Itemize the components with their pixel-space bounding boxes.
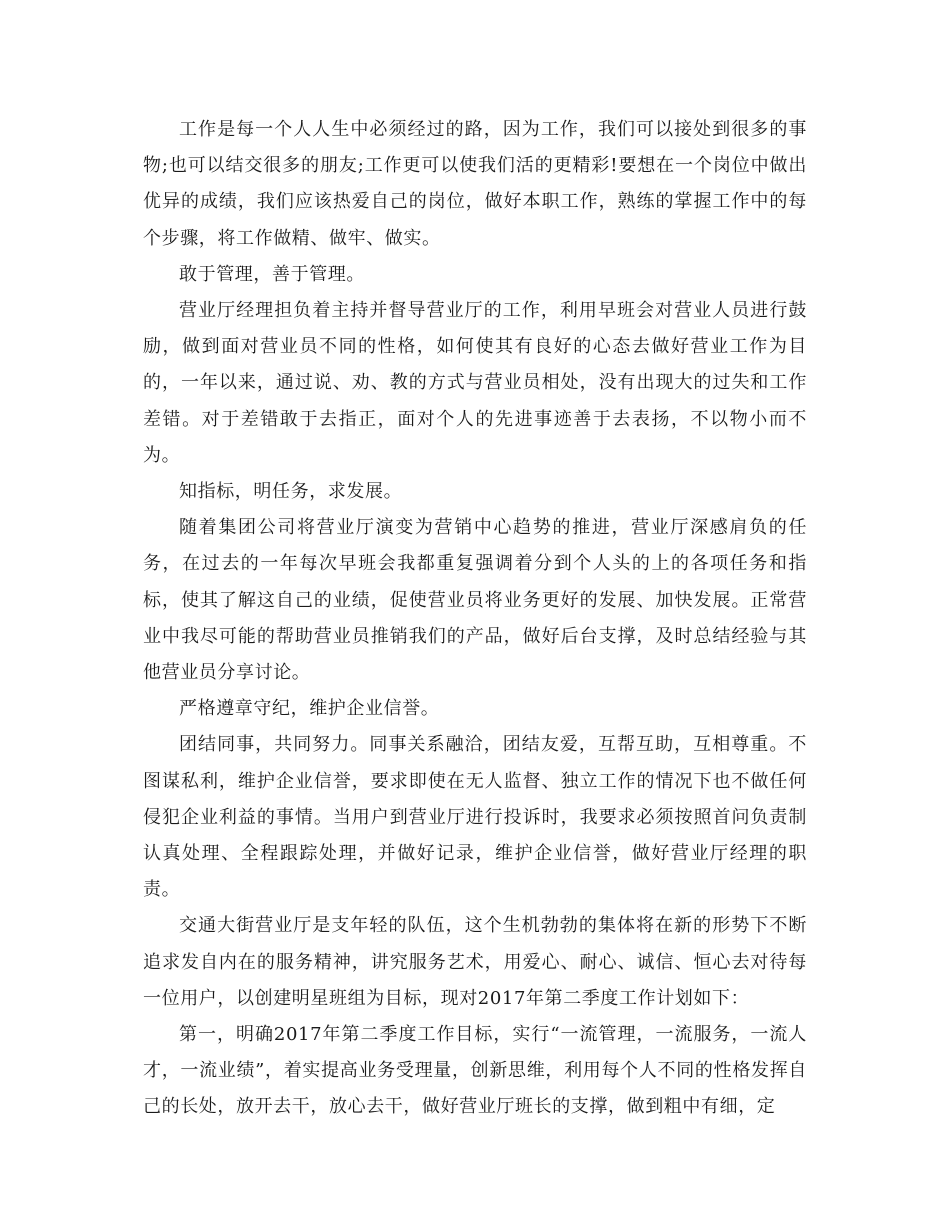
- paragraph-targets: 随着集团公司将营业厅演变为营销中心趋势的推进，营业厅深感肩负的任务，在过去的一年每次早班会我都重复强调着分到个人头的上的各项任务和指标，使其了解这自己的业绩，促使营业员将业务更好的发展、加快发展。正常营业中我尽可能的帮助营业员推销我们的产品，做好后台支撑，及时总结经验与其他营业员分享讨论。: [143, 517, 807, 684]
- paragraph-intro: 工作是每一个人人生中必须经过的路，因为工作，我们可以接处到很多的事物;也可以结交很多的朋友;工作更可以使我们活的更精彩!要想在一个岗位中做出优异的成绩，我们应该热爱自己的岗位，做好本职工作，熟练的掌握工作中的每个步骤，将工作做精、做牢、做实。: [143, 119, 807, 249]
- paragraph-management: 营业厅经理担负着主持并督导营业厅的工作，利用早班会对营业人员进行鼓励，做到面对营业员不同的性格，如何使其有良好的心态去做好营业工作为目的，一年以来，通过说、劝、教的方式与营业员相处，没有出现大的过失和工作差错。对于差错敢于去指正，面对个人的先进事迹善于去表扬，不以物小而不为。: [143, 300, 807, 466]
- heading-discipline: 严格遵章守纪，维护企业信誉。: [179, 698, 440, 720]
- document-body: [143, 112, 807, 1126]
- paragraph-team: 交通大街营业厅是支年轻的队伍，这个生机勃勃的集体将在新的形势下不断追求发自内在的服务精神，讲究服务艺术，用爱心、耐心、诚信、恒心去对待每一位用户，以创建明星班组为目标，现对2017年第二季度工作计划如下：: [143, 915, 807, 1009]
- heading-management: 敢于管理，善于管理。: [179, 263, 365, 285]
- heading-targets: 知指标，明任务，求发展。: [179, 481, 403, 503]
- paragraph-discipline: 团结同事，共同努力。同事关系融洽，团结友爱，互帮互助，互相尊重。不图谋私利，维护企业信誉，要求即使在无人监督、独立工作的情况下也不做任何侵犯企业利益的事情。当用户到营业厅进行投诉时，我要求必须按照首问负责制认真处理、全程跟踪处理，并做好记录，维护企业信誉，做好营业厅经理的职责。: [143, 734, 807, 901]
- paragraph-plan-first: 第一，明确2017年第二季度工作目标，实行“一流管理，一流服务，一流人才，一流业绩”，着实提高业务受理量，创新思维，利用每个人不同的性格发挥自己的长处，放开去干，放心去干，做好营业厅班长的支撑，做到粗中有细，定: [143, 1024, 807, 1118]
